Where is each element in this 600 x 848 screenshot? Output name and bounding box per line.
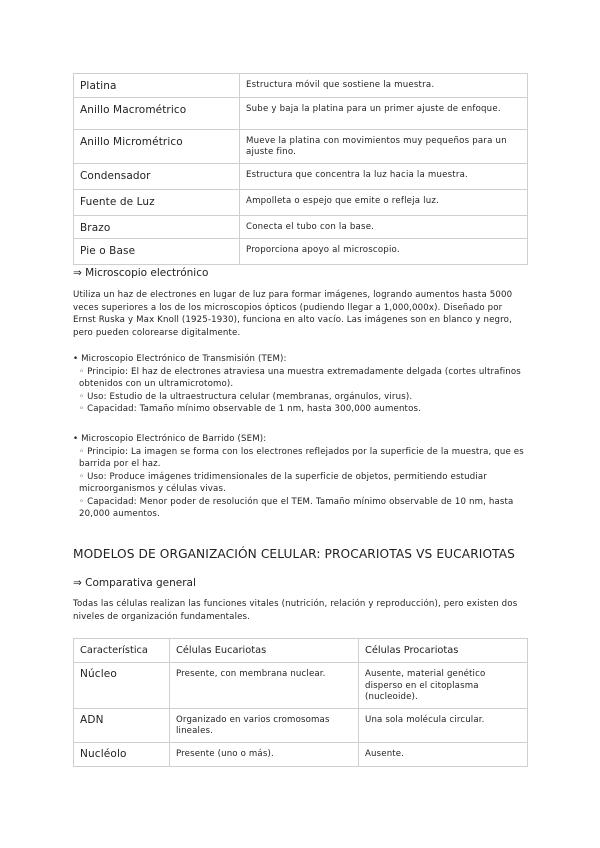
table-row xyxy=(74,190,528,216)
comparison-intro-text: Todas las células realizan las funciones vitales (nutrición, relación y reproducción), pero existen dos niveles de organización fundamentales. xyxy=(73,599,518,622)
table-row xyxy=(74,130,528,164)
header-prokaryotic: Células Procariotas xyxy=(359,639,528,663)
tem-capacity: ◦ Capacidad: Tamaño mínimo observable de 1 nm, hasta 300,000 aumentos. xyxy=(79,404,421,414)
row-label: ADN xyxy=(74,708,170,742)
tem-use: ◦ Uso: Estudio de la ultraestructura celular (membranas, orgánulos, virus). xyxy=(79,391,413,402)
part-name: Platina xyxy=(74,74,240,98)
table-row xyxy=(74,239,528,265)
comparison-heading: ⇒ Comparativa general xyxy=(73,577,196,589)
microscope-parts-table xyxy=(73,73,528,265)
part-description: Sube y baja la platina para un primer ajuste de enfoque. xyxy=(240,98,528,130)
row-label: Núcleo xyxy=(74,663,170,709)
eukaryotic-cell: Presente, con membrana nuclear. xyxy=(170,663,359,709)
part-description: Proporciona apoyo al microscopio. xyxy=(240,239,528,265)
tem-section xyxy=(73,353,528,416)
part-description: Estructura que concentra la luz hacia la muestra. xyxy=(240,164,528,190)
sem-capacity: ◦ Capacidad: Menor poder de resolución que el TEM. Tamaño mínimo observable de 10 nm, hasta 20,000 aumentos. xyxy=(79,496,514,519)
sem-use: ◦ Uso: Produce imágenes tridimensionales de la superficie de objetos, permitiendo estudiar microorganismos y células vivas. xyxy=(79,471,487,494)
electronic-microscope-heading: ⇒ Microscopio electrónico xyxy=(73,267,209,279)
part-name: Pie o Base xyxy=(74,239,240,265)
part-name: Condensador xyxy=(74,164,240,190)
parts-table-container xyxy=(73,73,528,265)
part-description: Conecta el tubo con la base. xyxy=(240,216,528,239)
tem-title: • Microscopio Electrónico de Transmisión (TEM): xyxy=(73,354,287,364)
prokaryotic-cell: Una sola molécula circular. xyxy=(359,708,528,742)
row-label: Nucléolo xyxy=(74,742,170,766)
table-row xyxy=(74,98,528,130)
eukaryotic-cell: Organizado en varios cromosomas lineales. xyxy=(170,708,359,742)
header-characteristic: Característica xyxy=(74,639,170,663)
part-name: Anillo Micrométrico xyxy=(74,130,240,164)
part-description: Estructura móvil que sostiene la muestra. xyxy=(240,74,528,98)
part-description: Ampolleta o espejo que emite o refleja luz. xyxy=(240,190,528,216)
table-row xyxy=(74,164,528,190)
sem-principle: ◦ Principio: La imagen se forma con los electrones reflejados por la superficie de la muestra, que es barrida por el haz. xyxy=(79,446,524,469)
tem-principle: ◦ Principio: El haz de electrones atraviesa una muestra extremadamente delgada (cortes ultrafinos obtenidos con un ultramicrotomo). xyxy=(79,366,521,389)
part-name: Brazo xyxy=(74,216,240,239)
part-description: Mueve la platina con movimientos muy pequeños para un ajuste fino. xyxy=(240,130,528,164)
eukaryotic-cell: Presente (uno o más). xyxy=(170,742,359,766)
sem-section xyxy=(73,433,528,521)
part-name: Fuente de Luz xyxy=(74,190,240,216)
table-header-row xyxy=(74,639,528,663)
header-eukaryotic: Células Eucariotas xyxy=(170,639,359,663)
electronic-intro-text: Utiliza un haz de electrones en lugar de luz para formar imágenes, logrando aumentos hasta 5000 veces superiores a los de los microscopios ópticos (pudiendo llegar a 1,000,000x). Diseñado por Ernst Ruska y Max Knoll (1925-1930), funciona en alto vacío. Las imágenes son en blanco y negro, pero pueden colorearse digitalmente. xyxy=(73,290,513,338)
section-title: MODELOS DE ORGANIZACIÓN CELULAR: PROCARIOTAS VS EUCARIOTAS xyxy=(73,547,516,561)
table-row xyxy=(74,742,528,766)
electronic-intro xyxy=(73,289,528,339)
prokaryotic-cell: Ausente, material genético disperso en el citoplasma (nucleoide). xyxy=(359,663,528,709)
table-row xyxy=(74,708,528,742)
comparison-table xyxy=(73,638,528,767)
sem-title: • Microscopio Electrónico de Barrido (SEM): xyxy=(73,434,267,444)
comparison-intro xyxy=(73,598,528,623)
table-row xyxy=(74,663,528,709)
prokaryotic-cell: Ausente. xyxy=(359,742,528,766)
part-name: Anillo Macrométrico xyxy=(74,98,240,130)
table-row xyxy=(74,216,528,239)
table-row xyxy=(74,74,528,98)
